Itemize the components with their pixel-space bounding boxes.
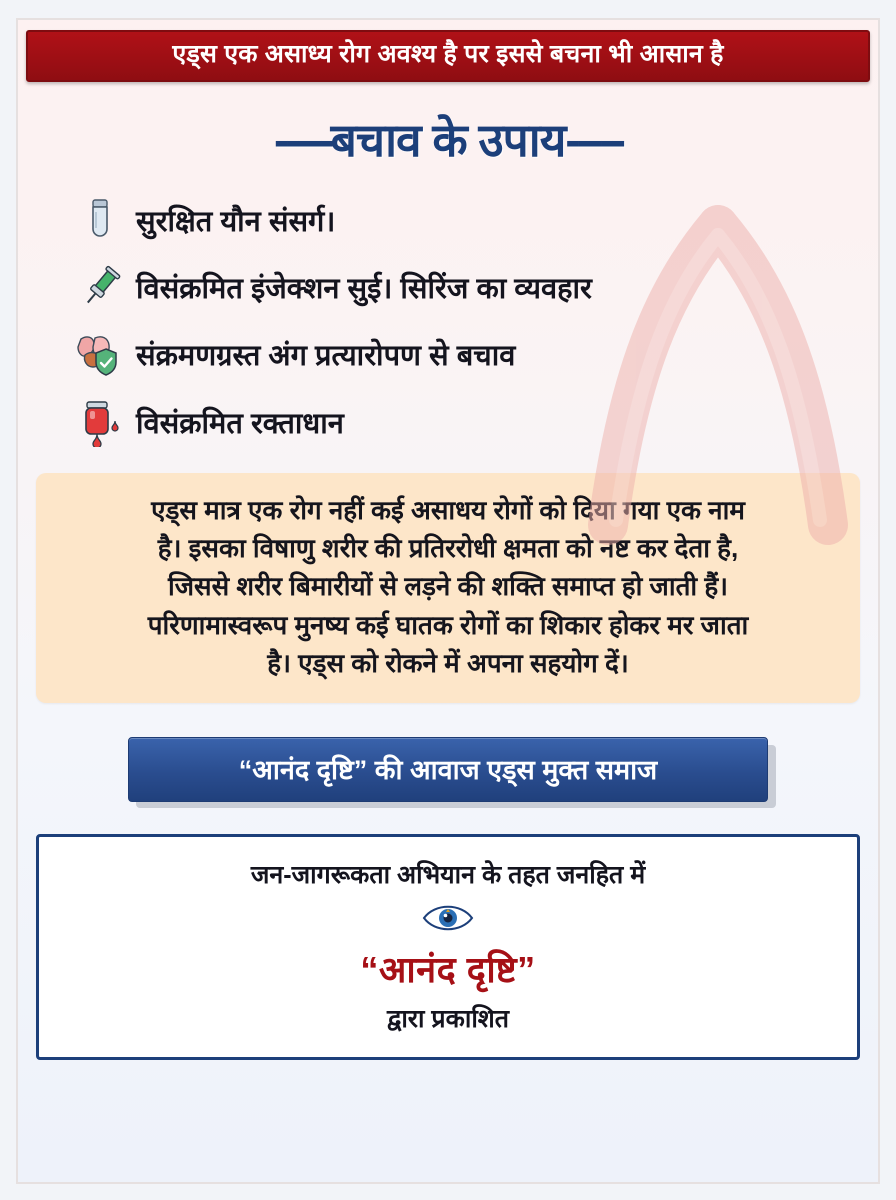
list-item [74, 198, 878, 244]
title-dash-left: ----- [274, 113, 331, 166]
info-line: परिणामास्वरूप मुनष्य कई घातक रोगों का शिकार होकर मर जाता [147, 609, 749, 640]
title-dash-right: ----- [565, 113, 622, 166]
campaign-line: जन-जागरूकता अभियान के तहत जनहित में [250, 860, 646, 889]
blood-bag-icon [74, 399, 126, 447]
condom-icon [74, 198, 126, 244]
brand-name: “आनंद दृष्टि” [360, 948, 536, 990]
list-item [74, 265, 878, 311]
info-line: है। एड्स को रोकने में अपना सहयोग दें। [267, 648, 629, 679]
page-title [18, 108, 878, 170]
title-text: बचाव के उपाय [330, 113, 566, 166]
list-item-label: सुरक्षित यौन संसर्ग। [136, 206, 336, 238]
list-item-label: विसंक्रमित इंजेक्शन सुई। सिरिंज का व्यवहार [136, 273, 592, 305]
published-by-line: द्वारा प्रकाशित [386, 1004, 510, 1033]
poster-frame [16, 18, 880, 1184]
list-item [74, 332, 878, 378]
prevention-list [74, 198, 878, 447]
info-line: जिससे शरीर बिमारीयों से लड़ने की शक्ति समाप्त हो जाती हैं। [167, 571, 729, 602]
slogan-text: “आनंद दृष्टि” की आवाज एड्स मुक्त समाज [128, 737, 768, 802]
list-item-label: संक्रमणग्रस्त अंग प्रत्यारोपण से बचाव [136, 340, 516, 372]
info-box [36, 473, 860, 703]
syringe-icon [74, 265, 126, 311]
publisher-card [36, 834, 860, 1060]
top-banner-text: एड्स एक असाध्य रोग अवश्य है पर इससे बचना भी आसान है [172, 40, 724, 68]
list-item [74, 399, 878, 447]
info-line: है। इसका विषाणु शरीर की प्रतिररोधी क्षमता को नष्ट कर देता है, [157, 532, 739, 563]
eye-logo-icon [421, 901, 475, 935]
top-banner [26, 30, 870, 82]
list-item-label: विसंक्रमित रक्ताधान [136, 408, 344, 440]
slogan-banner [128, 737, 768, 802]
info-line: एड्स मात्र एक रोग नहीं कई असाधय रोगों को दिया गया एक नाम [151, 494, 745, 525]
organ-shield-icon [74, 333, 126, 377]
